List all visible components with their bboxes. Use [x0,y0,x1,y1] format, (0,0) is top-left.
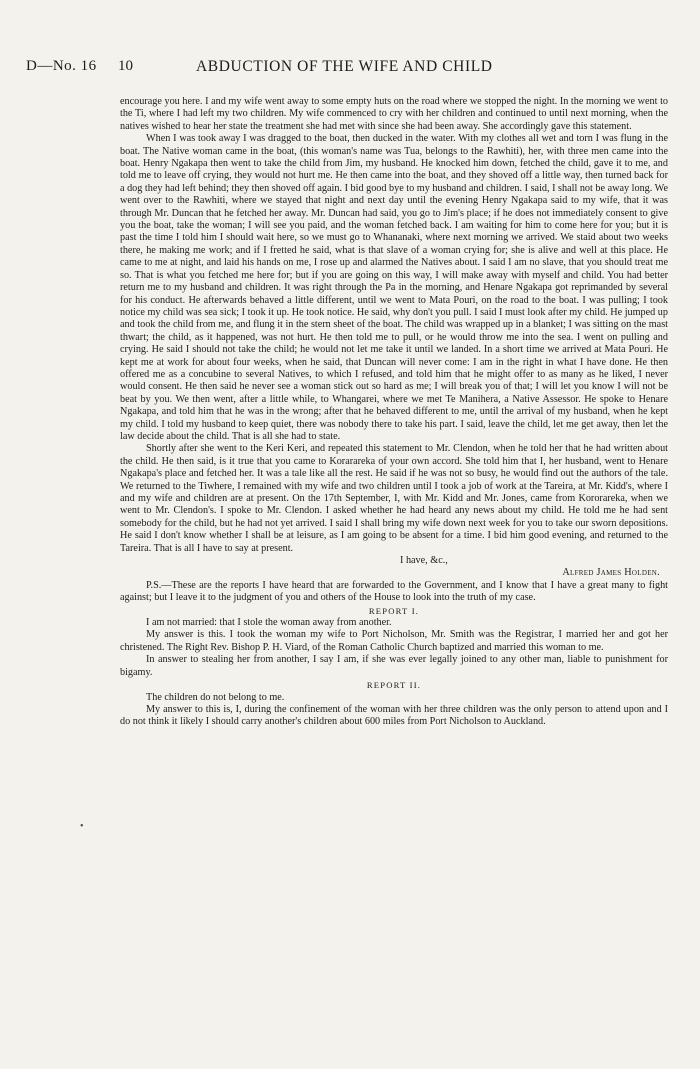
postscript: P.S.—These are the reports I have heard that are forwarded to the Government, and I know that I have a great many to fight against; but I leave it to the judgment of you and others of the House to look into the truth of my case. [120,579,668,604]
document-body [120,96,668,729]
report-1-answer: My answer is this. I took the woman my wife to Port Nicholson, Mr. Smith was the Registrar, I married her and got her christened. The Right Rev. Bishop P. H. Viard, of the Roman Catholic Church baptized and married this woman to me. [120,629,668,653]
report-1-heading: REPORT I. [368,605,420,616]
margin-mark: • [80,821,84,832]
report-1-answer-2: In answer to stealing her from another, I say I am, if she was ever legally joined to any other man, liable to punishment for bigamy. [120,654,668,678]
report-1-claim: I am not married: that I stole the woman away from another. [146,617,392,629]
letter-paragraph-2: When I was took away I was dragged to the boat, then ducked in the water. With my clothes all wet and torn I was flung in the boat. The Native woman came in the boat, (this woman's name was Tua, belongs to the Rawhiti), her, with three men came into the boat. Henry Ngakapa then went to take the child from Jim, my husband. He knocked him down, fetched the child, gave it to me, and told me to leave off crying, they would not hurt me. He then came into the boat, and they shoved off a little way, then turned back for a dog they had left behind; they then shoved off again. I bid good bye to my husband and children. I said, I shall not be away long. We went over to the Rawhiti, where we stayed that night and next day until the evening Henry Ngakapa said to my wife, that it was through Mr. Duncan that he fetched her away. Mr. Duncan had said, you go to Jim's place; if he does not immediately consent to give you the boat, take the woman; I will see you paid, and the woman fetched back. I am waiting for him to come here for you; but it is past the time I told him I should wait here, so we must go to Whananaki, where next morning we arrived. We staid about two weeks there, he making me work; and if I fretted he said, what is that slave of a woman crying for; she is alive and well at this place. He came to me at night, and laid his hands on me, I rose up and alarmed the Natives about. I said I am no slave, that you should treat me so. That is what you fetched me here for; but if you are going on this way, I will make away with myself and child. You had better return me to my husband and children. It was right through the Pa in the morning, and Henare Ngakapa got reprimanded by several for his conduct. He afterwards behaved a little different, until we went to Mata Pouri, on the road to the boat. I was pulling; I took notice my child was sea sick; I took it up. He took notice. He said, why don't you pull. I said I must look after my child. He jumped up and took the child from me, and flung it in the stern sheet of the boat. The child was wrapped up in a blanket; I was sitting on the mast thwart; the child, as it happened, was not hurt. He then told me to pull, or he would throw me into the sea. I went on pulling and crying. He said I should not take the child; he would not let me take it until we landed. In a short time we arrived at Mata Pouri. He kept me at work for about four weeks, when he said, that Duncan will never come: I am in the right in what I have done. He then offered me as a concubine to several Natives, to which I refused, and told him that he might offer to as many as he liked, I never would consent. He then said he never see a woman stick out so hard as me; I will break you of that; I will let you know I will not be beat by you. We then went, after a little while, to Whangarei, where we met Te Manihera, a Native Assessor. He spoke to Henare Ngakapa, and told him that he was in the wrong; after that he behaved different to me, until the arrival of my husband, when he kept my child. I told my husband to keep quiet, there was nobody there to take his part. I said, leave the child, let me get away, then let the law decide about the child. That is all she had to state. [120,133,668,442]
report-2-answer: My answer to this is, I, during the confinement of the woman with her three children was the only person to attend upon and I do not think it likely I should carry another's children about 600 miles from Port Nicholson to Auckland. [120,703,668,728]
report-2-claim: The children do not belong to me. [146,691,285,703]
letter-paragraph-1: encourage you here. I and my wife went away to some empty huts on the road where we stopped the night. In the morning we went to the Ti, where I had left my two children. My wife commenced to cry with her children and continued to until next morning, when the natives wished to hear her state the treatment she had met with since she had been away. She accordingly gave this statement. [120,96,668,132]
page-title: ABDUCTION OF THE WIFE AND CHILD [196,58,493,75]
letter-signature: Alfred James Holden. [562,567,660,579]
document-number: D—No. 16 [26,58,97,74]
page-number: 10 [118,58,133,74]
page-header [26,58,674,80]
letter-closing: I have, &c., [400,555,448,567]
report-2-heading: REPORT II. [366,680,422,691]
letter-paragraph-3: Shortly after she went to the Keri Keri, and repeated this statement to Mr. Clendon, when he told her that he had written about the child. He then said, is it true that you came to Korarareka of your own accord. She told him that I, her husband, went to Henare Ngakapa's place and fetched her. It was a tale like all the rest. He said if he was not so busy, he would find out the authors of the tale. We returned to the Tiwhere, I remained with my wife and two children until I took a job of work at the Tareira, at Mr. Kidd's, where I and my wife and children are at present. On the 17th September, I, with Mr. Kidd and Mr. Jones, came from Kororareka, when we went to Mr. Clendon's. I spoke to Mr. Clendon. I asked whether he had heard any news about my child. He told me he had sent somebody for the child, but he had not yet arrived. I said I shall bring my wife down next week for you to take our sworn depositions. He said I don't know whether I shall be at leisure, as I am going to be absent for a time. I bid him good evening, and returned to the Tareira. That is all I have to say at present. [120,443,668,554]
